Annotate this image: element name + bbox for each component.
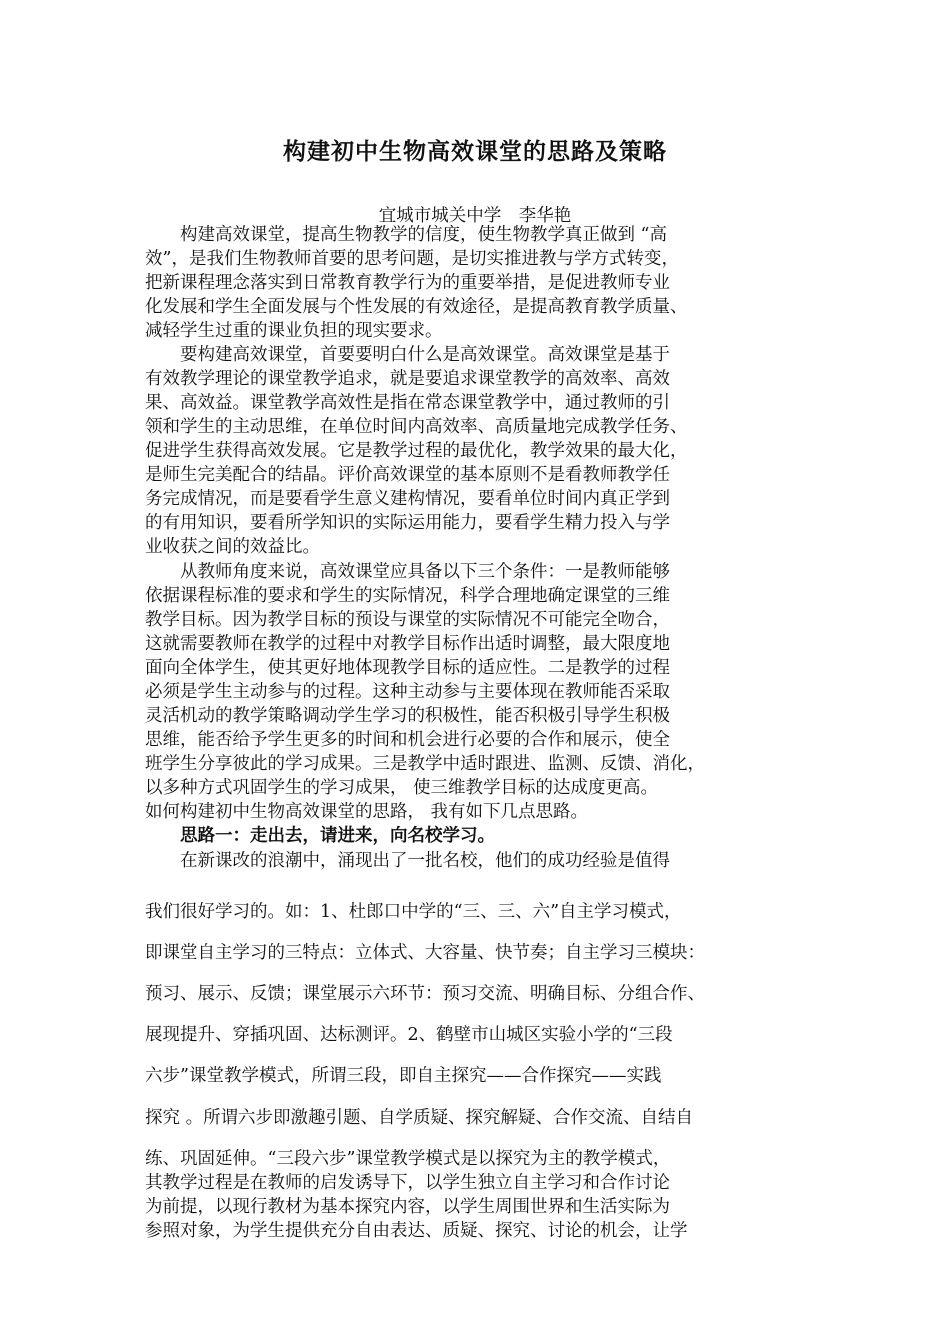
body-line: 灵活机动的教学策略调动学生学习的积极性，能否积极引导学生积极 bbox=[145, 706, 670, 726]
author-line: 宜城市城关中学 李华艳 bbox=[378, 206, 572, 226]
body-line: 减轻学生过重的课业负担的现实要求。 bbox=[145, 321, 443, 341]
body-line: 的有用知识，要看所学知识的实际运用能力，要看学生精力投入与学 bbox=[145, 513, 670, 533]
body-line: 要构建高效课堂，首要要明白什么是高效课堂。高效课堂是基于 bbox=[145, 345, 670, 365]
body-line: 务完成情况，而是要看学生意义建构情况，要看单位时间内真正学到 bbox=[145, 489, 670, 509]
body-line: 依据课程标准的要求和学生的实际情况，科学合理地确定课堂的三维 bbox=[145, 586, 670, 606]
body-line: 把新课程理念落实到日常教育教学行为的重要举措，是促进教师专业 bbox=[145, 273, 670, 293]
body-line: 面向全体学生，使其更好地体现教学目标的适应性。二是教学的过程 bbox=[145, 658, 670, 678]
body-line: 业收获之间的效益比。 bbox=[145, 537, 320, 557]
body-line: 必须是学生主动参与的过程。这种主动参与主要体现在教师能否采取 bbox=[145, 682, 670, 702]
body-line: 展现提升、穿插巩固、达标测评。2、鹤壁市山城区实验小学的“三段 bbox=[145, 1025, 673, 1045]
body-line: 促进学生获得高效发展。它是教学过程的最优化，教学效果的最大化， bbox=[145, 441, 688, 461]
body-line: 探究 。所谓六步即激趣引题、自学质疑、探究解疑、合作交流、自结自 bbox=[145, 1108, 694, 1128]
body-line: 教学目标。因为教学目标的预设与课堂的实际情况不可能完全吻合， bbox=[145, 610, 670, 630]
body-line: 是师生完美配合的结晶。评价高效课堂的基本原则不是看教师教学任 bbox=[145, 465, 670, 485]
body-line: 练、巩固延伸。“三段六步”课堂教学模式是以探究为主的教学模式， bbox=[145, 1149, 671, 1169]
section-heading: 思路一：走出去，请进来，向名校学习。 bbox=[145, 826, 495, 846]
body-line: 构建高效课堂，提高生物教学的信度，使生物教学真正做到 “高 bbox=[145, 225, 668, 245]
body-line: 即课堂自主学习的三特点：立体式、大容量、快节奏；自主学习三模块： bbox=[145, 943, 705, 963]
body-line: 在新课改的浪潮中，涌现出了一批名校，他们的成功经验是值得 bbox=[145, 851, 670, 871]
body-line: 如何构建初中生物高效课堂的思路， 我有如下几点思路。 bbox=[145, 802, 589, 822]
body-line: 班学生分享彼此的学习成果。三是教学中适时跟进、监测、反馈、消化， bbox=[145, 754, 705, 774]
body-line: 我们很好学习的。如：1、杜郎口中学的“三、三、六”自主学习模式， bbox=[145, 902, 682, 922]
page-title: 构建初中生物高效课堂的思路及策略 bbox=[283, 138, 667, 165]
body-line: 参照对象，为学生提供充分自由表达、质疑、探究、讨论的机会，让学 bbox=[145, 1221, 688, 1241]
body-line: 领和学生的主动思维，在单位时间内高效率、高质量地完成教学任务、 bbox=[145, 417, 688, 437]
body-line: 六步”课堂教学模式，所谓三段，即自主探究——合作探究——实践 bbox=[145, 1066, 662, 1086]
body-line: 从教师角度来说，高效课堂应具备以下三个条件：一是教师能够 bbox=[145, 562, 670, 582]
body-line: 化发展和学生全面发展与个性发展的有效途径，是提高教育教学质量、 bbox=[145, 297, 688, 317]
body-line: 预习、展示、反馈；课堂展示六环节：预习交流、明确目标、分组合作、 bbox=[145, 984, 705, 1004]
body-line: 效”，是我们生物教师首要的思考问题，是切实推进教与学方式转变， bbox=[145, 249, 679, 269]
body-line: 其教学过程是在教师的启发诱导下，以学生独立自主学习和合作讨论 bbox=[145, 1173, 670, 1193]
body-line: 果、高效益。课堂教学高效性是指在常态课堂教学中，通过教师的引 bbox=[145, 393, 670, 413]
body-line: 这就需要教师在教学的过程中对教学目标作出适时调整，最大限度地 bbox=[145, 634, 670, 654]
body-line: 有效教学理论的课堂教学追求，就是要追求课堂教学的高效率、高效 bbox=[145, 369, 670, 389]
body-line: 以多种方式巩固学生的学习成果， 使三维教学目标的达成度更高。 bbox=[145, 778, 659, 798]
body-line: 思维，能否给予学生更多的时间和机会进行必要的合作和展示，使全 bbox=[145, 730, 670, 750]
body-line: 为前提，以现行教材为基本探究内容，以学生周围世界和生活实际为 bbox=[145, 1197, 670, 1217]
